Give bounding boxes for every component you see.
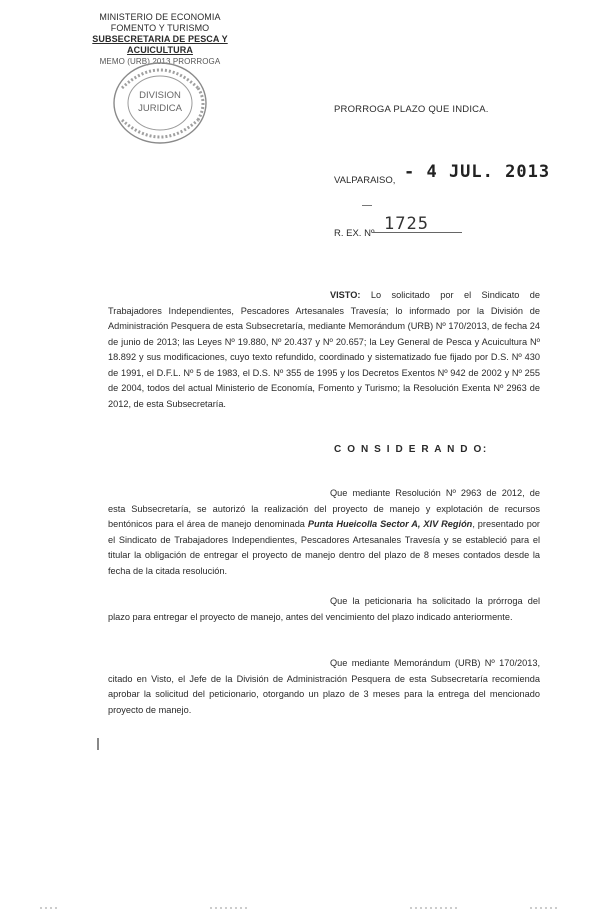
considerando-paragraph-1 bbox=[108, 486, 540, 579]
rex-number: 1725 bbox=[384, 214, 429, 234]
letterhead-subsecretaria: SUBSECRETARIA DE PESCA Y ACUICULTURA bbox=[92, 34, 228, 55]
rex-label: R. EX. Nº bbox=[334, 228, 375, 239]
considerando-paragraph-2: Que la peticionaria ha solicitado la prórroga del plazo para entregar el proyecto de manejo, antes del vencimiento del plazo indicado anteriormente. bbox=[108, 596, 540, 622]
rex-number-underline bbox=[372, 232, 462, 233]
rex-number-dash bbox=[362, 205, 372, 206]
letterhead-memo-ref: MEMO (URB) 2013 PRORROGA bbox=[99, 57, 221, 66]
division-juridica-stamp bbox=[108, 58, 212, 148]
p1-text-b: , presentado por el Sindicato de Trabajadores Independientes, Pescadores Artesanales Travesía y se estableció para el titular la obligación de entregar el proyecto de manejo dentro del plazo de 8 meses contados desde la fecha de la citada resolución. bbox=[108, 519, 540, 576]
letterhead-ministry: MINISTERIO DE ECONOMIA bbox=[99, 12, 221, 22]
footer-scan-marks bbox=[40, 905, 560, 911]
visto-text: Lo solicitado por el Sindicato de Trabajadores Independientes, Pescadores Artesanales Travesía; lo informado por la División de Administración Pesquera de esta Subsecretaría, mediante Memorándum (URB) Nº 170/2013, de fecha 24 de junio de 2013; las Leyes Nº 19.880, Nº 20.437 y Nº 20.657; la Ley General de Pesca y Acuicultura Nº 18.892 y sus modificaciones, cuyo texto refundido, coordinado y sistematizado fue fijado por D.S. Nº 430 de 1991, el D.F.L. Nº 5 de 1983, el D.S. Nº 355 de 1995 y los Decretos Exentos Nº 942 de 2002 y Nº 255 de 2004, todos del actual Ministerio de Economía, Fomento y Turismo; la Resolución Exenta Nº 2963 de 2012, de esta Subsecretaría. bbox=[108, 290, 540, 409]
considerando-paragraph-3: Que mediante Memorándum (URB) Nº 170/2013, citado en Visto, el Jefe de la División de Administración Pesquera de esta Subsecretaría recomienda aprobar la solicitud del peticionario, otorgando un plazo de 3 meses para la entrega del mencionado proyecto de manejo. bbox=[108, 658, 540, 715]
visto-paragraph bbox=[108, 288, 540, 412]
p1-area-name: Punta Hueicolla Sector A, XIV Región bbox=[307, 519, 473, 529]
document-date-stamp: - 4 JUL. 2013 bbox=[404, 162, 551, 182]
p1-text-a: Que mediante Resolución Nº 2963 de 2012, de esta Subsecretaría, se autorizó la realización del proyecto de manejo y explotación de recursos bentónicos para el área de manejo denominada bbox=[108, 488, 540, 529]
margin-mark bbox=[97, 738, 99, 750]
stamp-text-division: DIVISION bbox=[139, 90, 181, 101]
stamp-text-juridica: JURIDICA bbox=[138, 103, 182, 114]
visto-label: VISTO: bbox=[330, 290, 361, 300]
letterhead-ministry-sub: FOMENTO Y TURISMO bbox=[110, 23, 210, 33]
considerando-heading: C O N S I D E R A N D O: bbox=[334, 444, 488, 455]
document-city: VALPARAISO, bbox=[334, 175, 396, 186]
document-subject: PRORROGA PLAZO QUE INDICA. bbox=[334, 104, 489, 115]
